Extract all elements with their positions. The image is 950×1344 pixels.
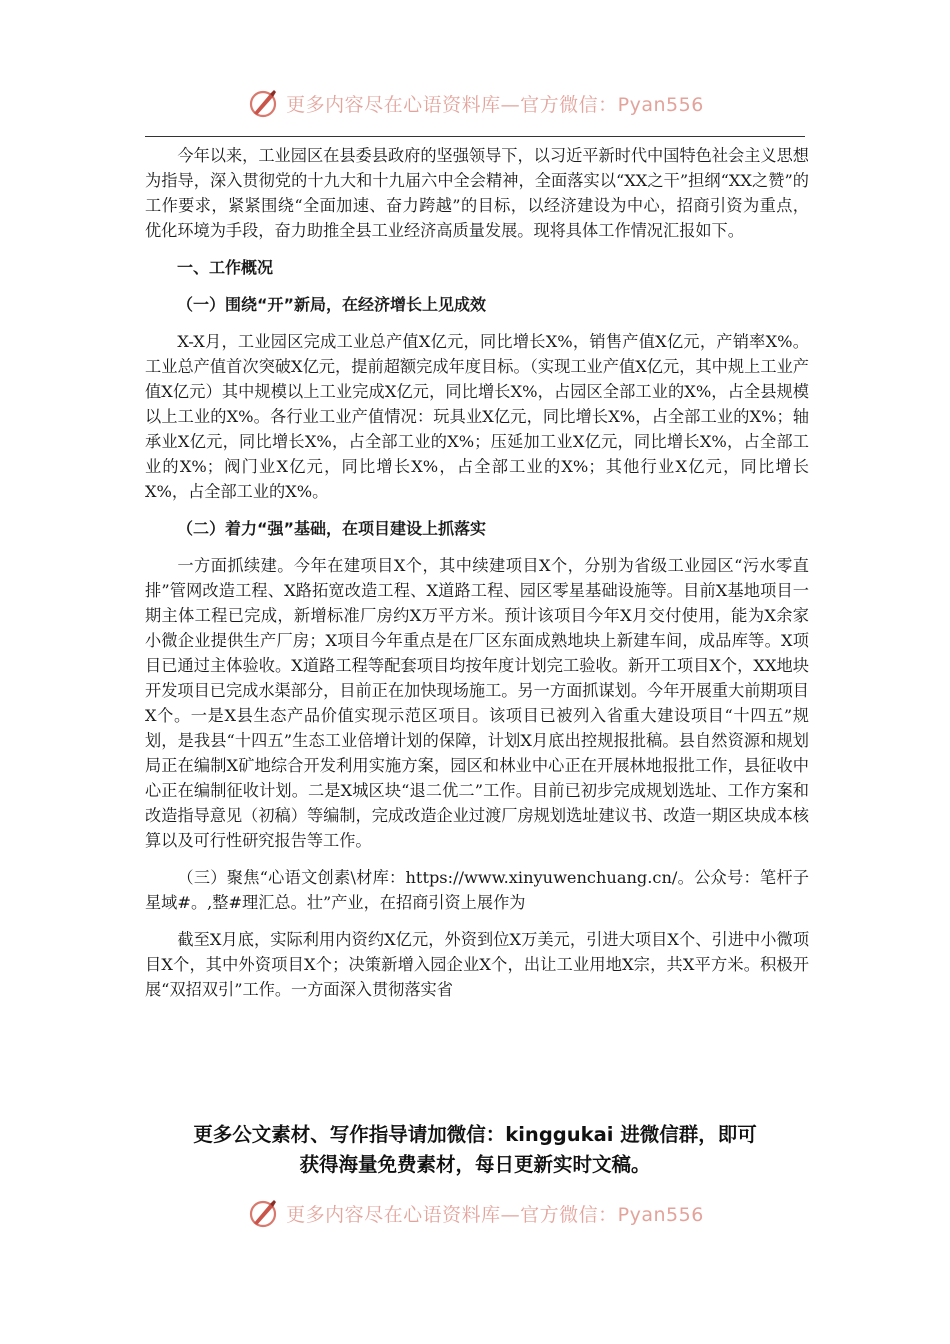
promo-line-2: 获得海量免费素材，每日更新实时文稿。: [299, 1153, 651, 1176]
header-watermark: [0, 78, 950, 128]
paragraph-1: X-X月，工业园区完成工业总产值X亿元，同比增长X%，销售产值X亿元，产销率X%。工业总产值首次突破X亿元，提前超额完成年度目标。（实现工业产值X亿元，其中规上工业产值X亿元）其中规模以上工业完成X亿元，同比增长X%，占园区全部工业的X%，占全县规模以上工业的X%。各行业工业产值情况：玩具业X亿元，同比增长X%，占全部工业的X%；轴承业X亿元，同比增长X%，占全部工业的X%；压延加工业X亿元，同比增长X%，占全部工业的X%；阀门业X亿元，同比增长X%，占全部工业的X%；其他行业X亿元，同比增长X%，占全部工业的X%。: [145, 332, 809, 501]
paragraph-2: 一方面抓续建。今年在建项目X个，其中续建项目X个，分别为省级工业园区“污水零直排”管网改造工程、X路拓宽改造工程、X道路工程、园区零星基础设施等。目前X基地项目一期主体工程已完成，新增标准厂房约X万平方米。预计该项目今年X月交付使用，能为X余家小微企业提供生产厂房；X项目今年重点是在厂区东面成熟地块上新建车间，成品库等。X项目已通过主体验收。X道路工程等配套项目均按年度计划完工验收。新开工项目X个，XX地块开发项目已完成水渠部分，目前正在加快现场施工。另一方面抓谋划。今年开展重大前期项目X个。一是X县生态产品价值实现示范区项目。该项目已被列入省重大建设项目“十四五”规划，是我县“十四五”生态工业倍增计划的保障，计划X月底出控规报批稿。县自然资源和规划局正在编制X矿地综合开发利用实施方案，园区和林业中心正在开展林地报批工作，县征收中心正在编制征收计划。二是X城区块“退二优二”工作。目前已初步完成规划选址、工作方案和改造指导意见（初稿）等编制，完成改造企业过渡厂房规划选址建议书、改造一期区块成本核算以及可行性研究报告等工作。: [145, 556, 809, 850]
intro-paragraph: 今年以来，工业园区在县委县政府的坚强领导下，以习近平新时代中国特色社会主义思想为指导，深入贯彻党的十九大和十九届六中全会精神，全面落实以“XX之干”担纲“XX之赞”的工作要求，紧紧围绕“全面加速、奋力跨越”的目标，以经济建设为中心，招商引资为重点，优化环境为手段，奋力助推全县工业经济高质量发展。现将具体工作情况汇报如下。: [145, 146, 809, 240]
watermark-text: 更多内容尽在心语资料库—官方微信：Pyan556: [286, 93, 704, 116]
document-body: [145, 143, 809, 1002]
header-rule: [145, 136, 805, 137]
subsection-heading-1: （一）围绕“开”新局，在经济增长上见成效: [177, 295, 487, 314]
promo-line-1: 更多公文素材、写作指导请加微信：kinggukai 进微信群，即可: [193, 1123, 757, 1146]
watermark-text: 更多内容尽在心语资料库—官方微信：Pyan556: [286, 1203, 704, 1226]
section-heading-1: 一、工作概况: [177, 258, 274, 277]
subsection-heading-2: （二）着力“强”基础，在项目建设上抓落实: [177, 519, 487, 538]
promo-banner: [120, 1120, 830, 1180]
paragraph-3: 截至X月底，实际利用内资约X亿元，外资到位X万美元，引进大项目X个、引进中小微项目X个，其中外资项目X个；决策新增入园企业X个，出让工业用地X宗，共X平方米。积极开展“双招双引”工作。一方面深入贯彻落实省: [145, 930, 809, 999]
subsection-heading-3: （三）聚焦“心语文创素\材库：https://www.xinyuwenchuang.cn/。公众号：笔杆子星域#。,整#理汇总。壮”产业，在招商引资上展作为: [145, 868, 809, 912]
footer-watermark: [0, 1188, 950, 1238]
pen-circle-logo-icon: [246, 86, 280, 120]
pen-circle-logo-icon: [246, 1196, 280, 1230]
